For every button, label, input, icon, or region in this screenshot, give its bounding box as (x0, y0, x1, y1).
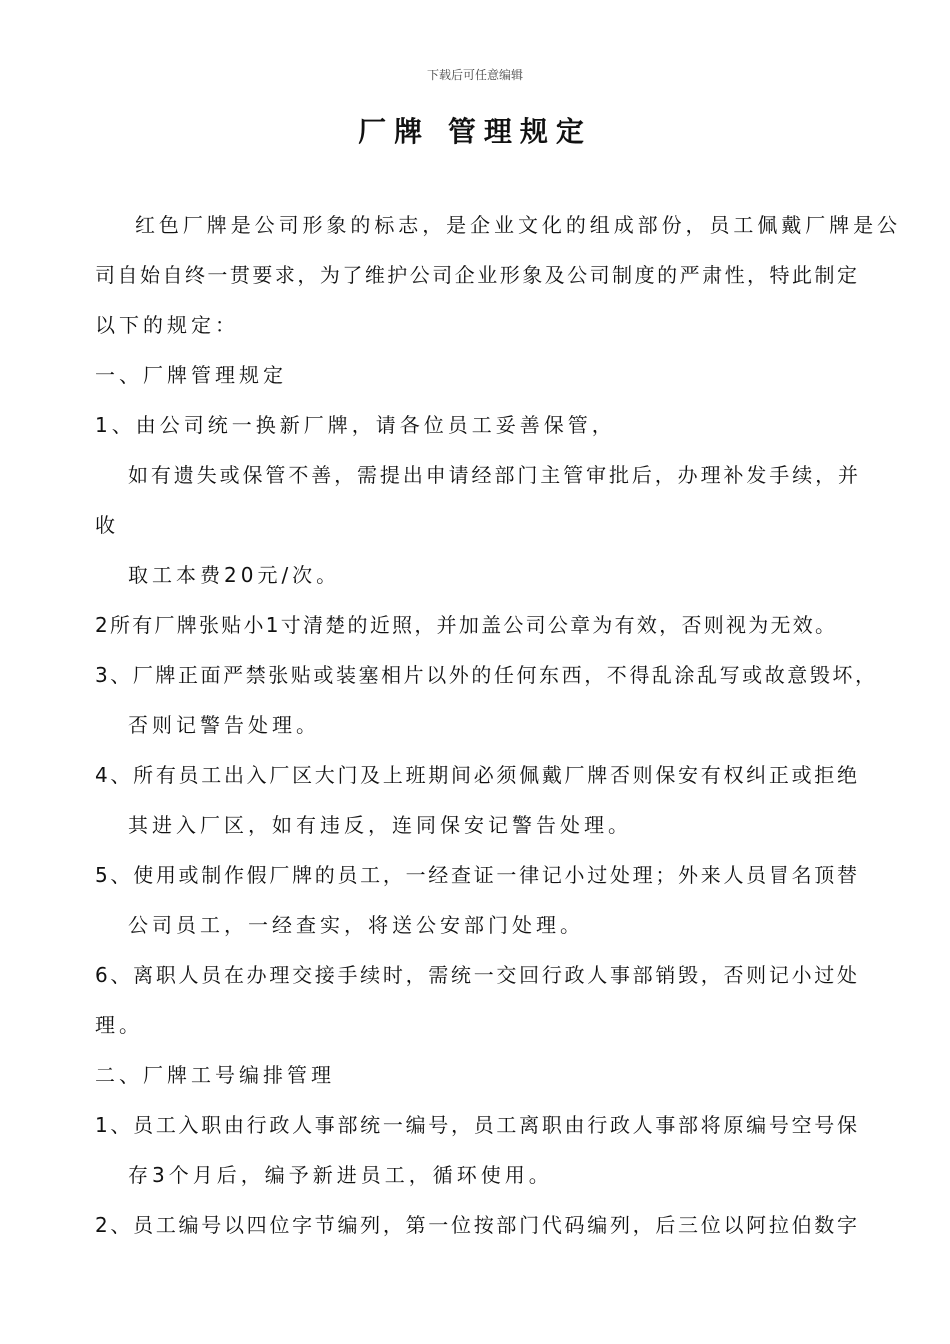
paragraph-line: 以下的规定： (95, 313, 239, 337)
clause-line: 2所有厂牌张贴小1寸清楚的近照，并加盖公司公章为有效，否则视为无效。 (95, 613, 835, 637)
document-title: 厂牌 管理规定 (358, 115, 592, 148)
clause-line: 其进入厂区，如有违反，连同保安记警告处理。 (128, 813, 632, 837)
section-heading: 二、厂牌工号编排管理 (95, 1063, 335, 1087)
clause-line: 1、由公司统一换新厂牌，请各位员工妥善保管， (95, 413, 616, 437)
paragraph-line: 司自始自终一贯要求，为了维护公司企业形象及公司制度的严肃性，特此制定 (95, 263, 857, 287)
clause-line: 2、员工编号以四位字节编列，第一位按部门代码编列，后三位以阿拉伯数字 (95, 1213, 857, 1237)
header-note: 下载后可任意编辑 (426, 68, 523, 82)
clause-line: 4、所有员工出入厂区大门及上班期间必须佩戴厂牌否则保安有权纠正或拒绝 (95, 763, 857, 787)
clause-line: 收 (95, 513, 119, 537)
clause-line: 如有遗失或保管不善，需提出申请经部门主管审批后，办理补发手续，并 (128, 463, 858, 487)
clause-line: 5、使用或制作假厂牌的员工，一经查证一律记小过处理；外来人员冒名顶替 (95, 863, 857, 887)
clause-line: 理。 (95, 1013, 143, 1037)
clause-line: 存3个月后，编予新进员工，循环使用。 (128, 1163, 553, 1187)
clause-line: 取工本费20元/次。 (128, 563, 341, 587)
clause-line: 公司员工，一经查实，将送公安部门处理。 (128, 913, 584, 937)
section-heading: 一、厂牌管理规定 (95, 363, 287, 387)
clause-line: 1、员工入职由行政人事部统一编号，员工离职由行政人事部将原编号空号保 (95, 1113, 857, 1137)
clause-line: 否则记警告处理。 (128, 713, 320, 737)
clause-line: 3、厂牌正面严禁张贴或装塞相片以外的任何东西，不得乱涂乱写或故意毁坏， (95, 663, 875, 687)
paragraph-line: 红色厂牌是公司形象的标志，是企业文化的组成部份，员工佩戴厂牌是公 (135, 213, 897, 237)
clause-line: 6、离职人员在办理交接手续时，需统一交回行政人事部销毁，否则记小过处 (95, 963, 857, 987)
